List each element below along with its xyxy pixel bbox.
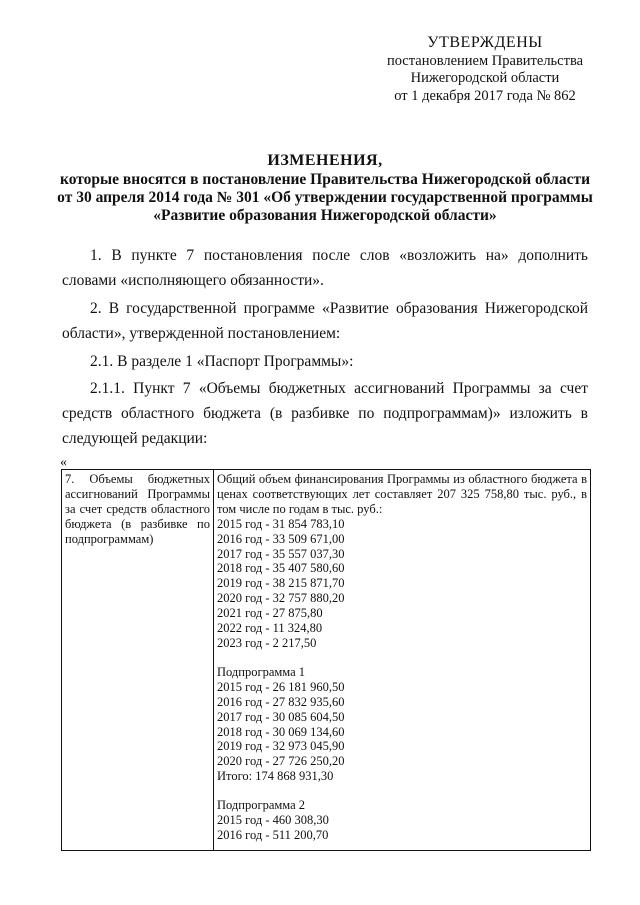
year-line: 2020 год - 27 726 250,20 [217,754,345,769]
subprogram-1-total: Итого: 174 868 931,30 [217,769,334,784]
opening-quote: « [60,455,67,470]
year-line: 2015 год - 460 308,30 [217,813,329,828]
subprogram-1-title: Подпрограмма 1 [217,664,306,679]
heading-line: от 30 апреля 2014 года № 301 «Об утверждении государственной программы [57,189,593,206]
year-line: 2016 год - 33 509 671,00 [217,531,345,546]
paragraph-2-1: 2.1. В разделе 1 «Паспорт Программы»: [90,353,354,370]
year-line: 2017 год - 35 557 037,30 [217,546,345,561]
approval-line: от 1 декабря 2017 года № 862 [394,87,576,104]
approval-block [360,34,610,105]
table-cell-label: 7. Объемы бюджетных ассигнований Программы за счет средств областного бюджета (в разбивке по подпрограммам) [62,470,214,851]
approval-line: Нижегородской области [410,70,560,86]
table-cell-content [214,470,591,851]
heading-line: «Развитие образования Нижегородской области» [153,207,497,224]
year-line: 2018 год - 35 407 580,60 [217,561,345,576]
paragraph-1: 1. В пункте 7 постановления после слов «возложить на» дополнить словами «исполняющего обязанности». [62,247,588,289]
paragraph-2-1-1: 2.1.1. Пункт 7 «Объемы бюджетных ассигнований Программы за счет средств областного бюджета (в разбивке по подпрограммам)» изложить в следующей редакции: [62,380,588,447]
paragraph-2: 2. В государственной программе «Развитие образования Нижегородской области», утвержденной постановлением: [62,300,588,342]
year-line: 2015 год - 26 181 960,50 [217,679,345,694]
document-heading [40,152,610,225]
table-row [62,470,591,851]
year-line: 2019 год - 38 215 871,70 [217,576,345,591]
heading-title: ИЗМЕНЕНИЯ, [267,152,383,169]
approval-line: постановлением Правительства [386,52,584,69]
year-line: 2018 год - 30 069 134,60 [217,724,345,739]
heading-line: которые вносятся в постановление Правительства Нижегородской области [60,171,590,188]
approval-title: УТВЕРЖДЕНЫ [427,34,543,51]
year-line: 2023 год - 2 217,50 [217,635,317,650]
subprogram-2-title: Подпрограмма 2 [217,798,306,813]
year-line: 2015 год - 31 854 783,10 [217,516,345,531]
passport-table [61,469,591,851]
year-line: 2016 год - 27 832 935,60 [217,694,345,709]
year-line: 2017 год - 30 085 604,50 [217,709,345,724]
year-line: 2022 год - 11 324,80 [217,621,323,636]
funding-intro: Общий объем финансирования Программы из областного бюджета в ценах соответствующих лет составляет 207 325 758,80 тыс. руб., в том числе по годам в тыс. руб.: [217,472,587,516]
year-line: 2020 год - 32 757 880,20 [217,591,345,606]
year-line: 2019 год - 32 973 045,90 [217,739,345,754]
year-line: 2016 год - 511 200,70 [217,827,329,842]
year-line: 2021 год - 27 875,80 [217,606,323,621]
